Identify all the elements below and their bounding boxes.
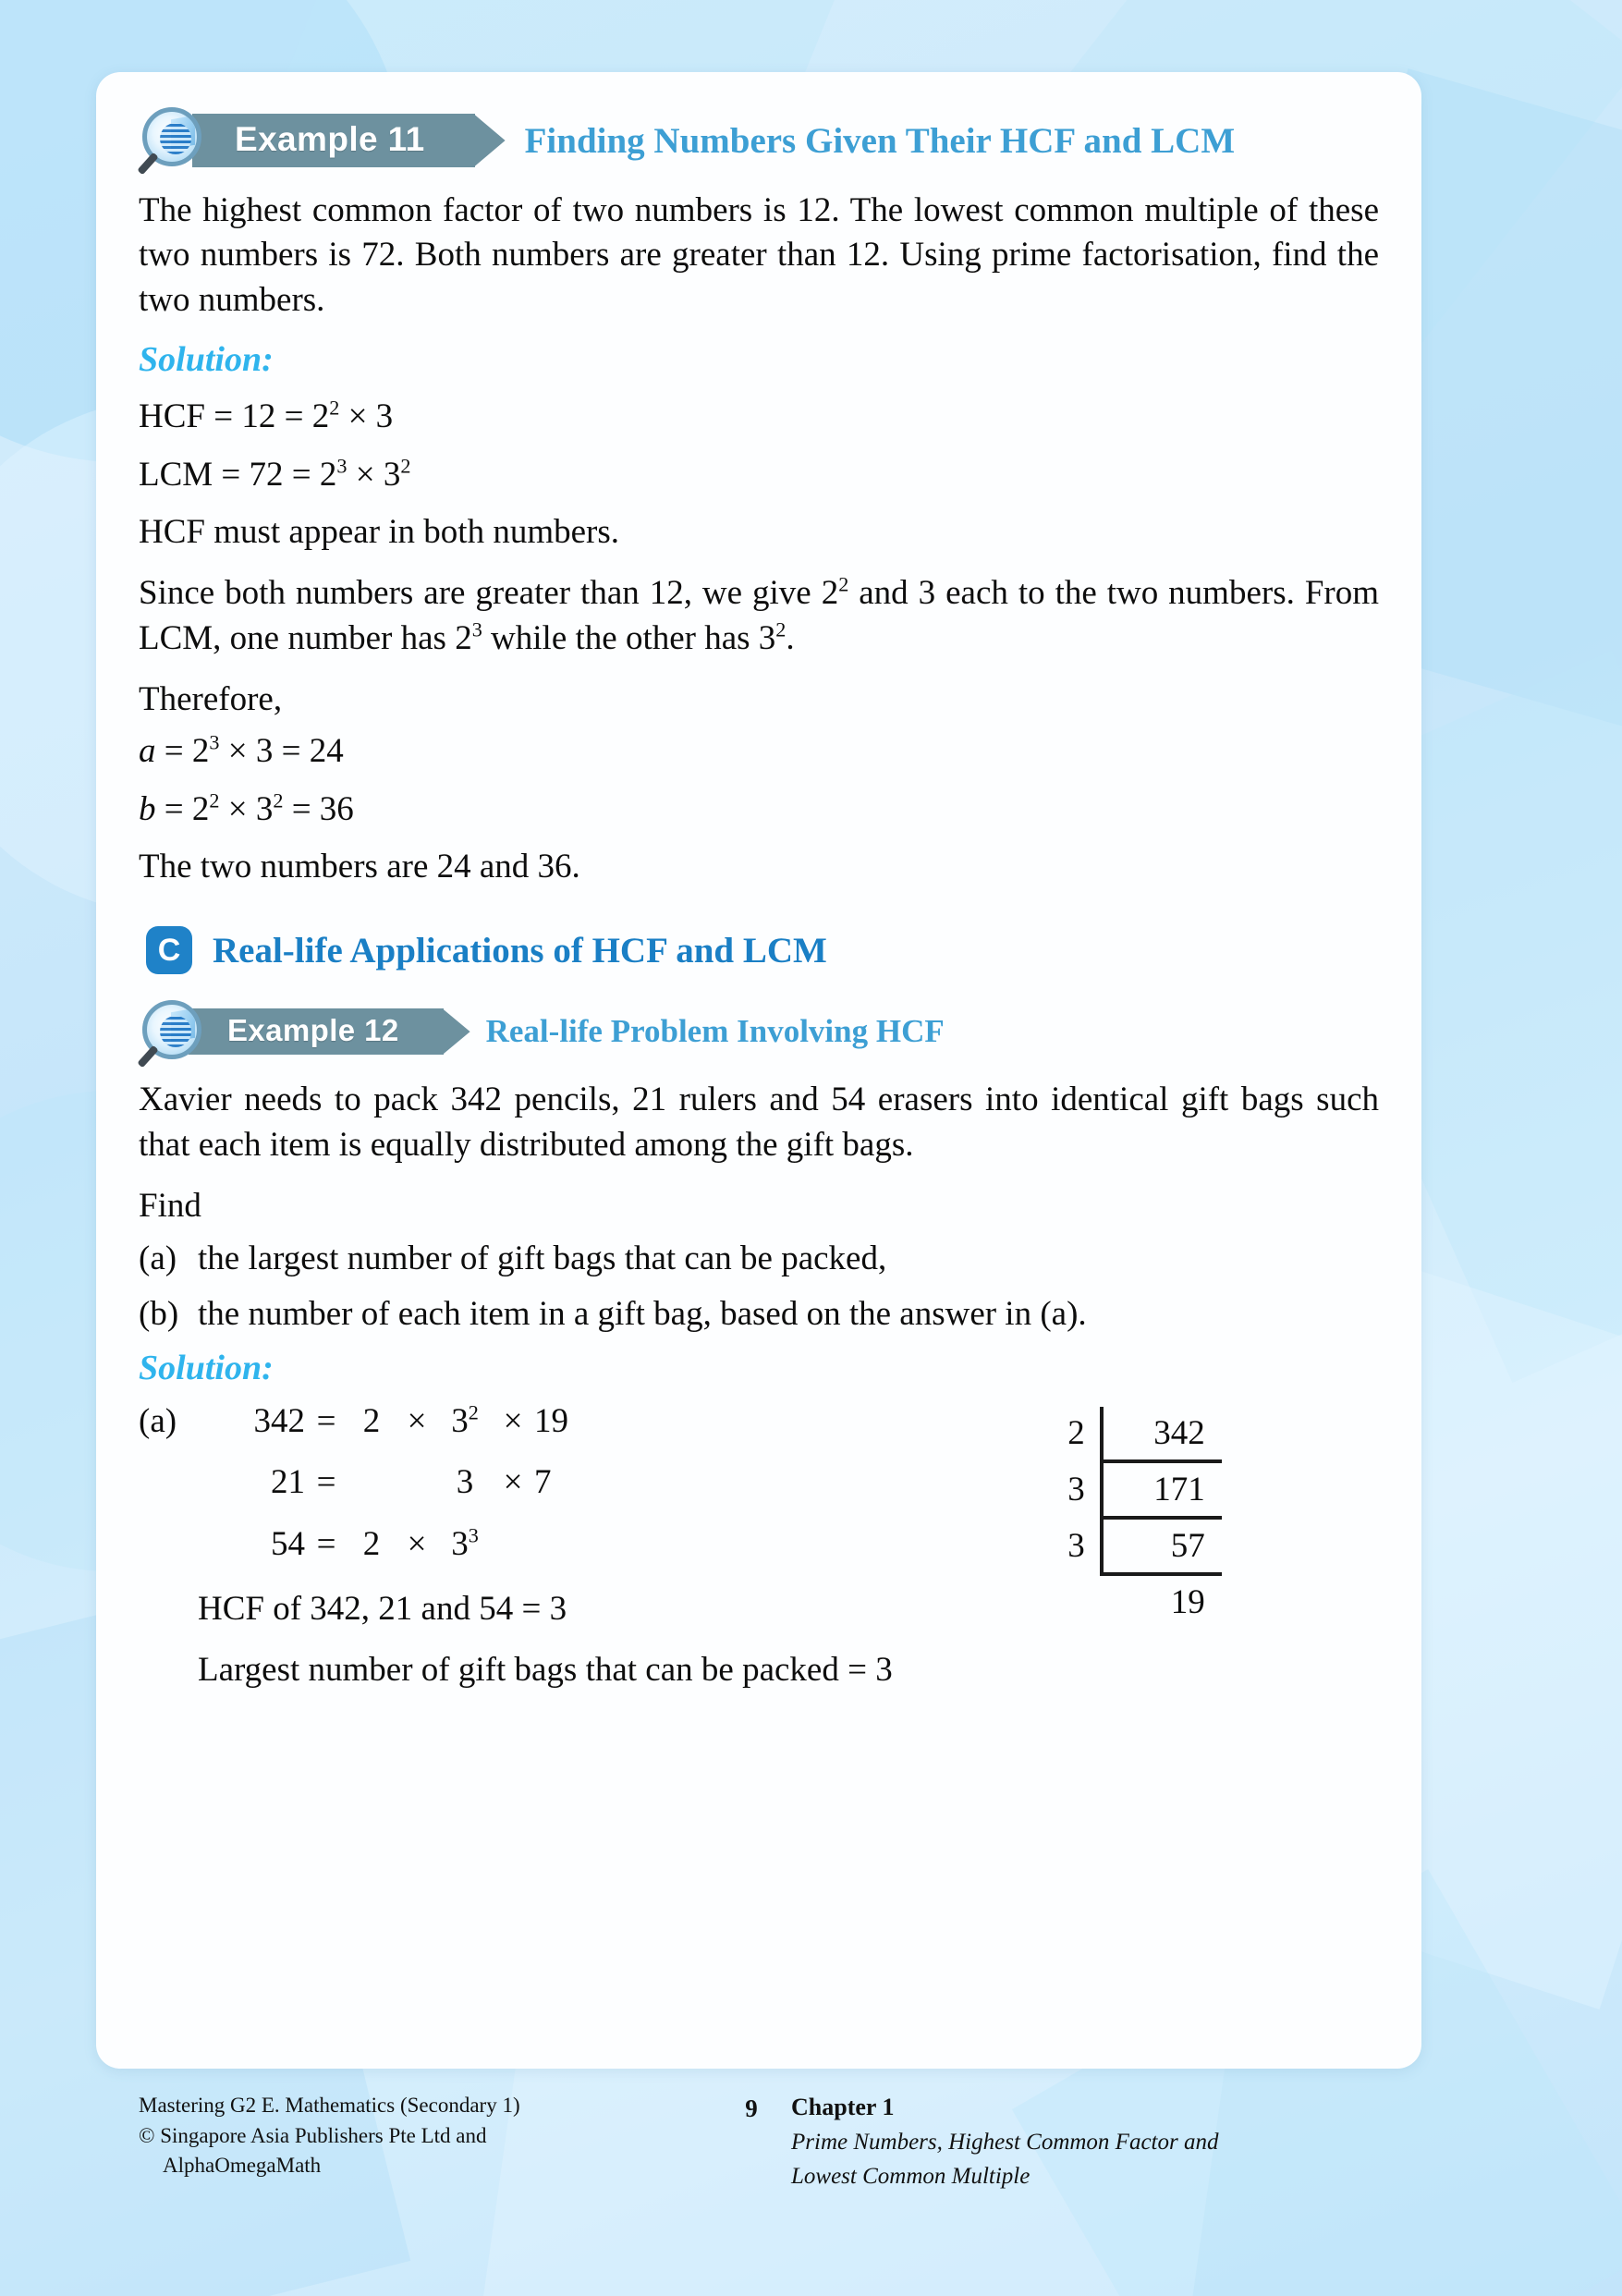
ladder-divisor: 3: [1067, 1470, 1085, 1508]
example-12-title: Real-life Problem Involving HCF: [485, 1013, 945, 1050]
factorisation-equals: =: [316, 1401, 336, 1440]
section-c-header: [146, 926, 1379, 974]
footer-copyright: © Singapore Asia Publishers Pte Ltd and: [139, 2123, 487, 2147]
a-equation: $a = 2^3 \times 3 = 24$: [139, 731, 344, 771]
factorisation-marker: [139, 1526, 198, 1564]
factorisation-op-1: ×: [407, 1401, 427, 1440]
factorisation-op-1: ×: [407, 1525, 427, 1564]
factorisation-marker: (a): [139, 1401, 177, 1440]
example-12-header: [139, 998, 1379, 1065]
hcf-equation: HCF = $12 = 2^2 \times 3$: [139, 397, 394, 436]
list-item: [139, 1237, 1379, 1281]
factorisation-op-2: [492, 1526, 534, 1564]
footer-chapter: [791, 2091, 1479, 2194]
section-c-title: Real-life Applications of HCF and LCM: [213, 930, 827, 971]
lcm-equation: LCM = $72 = 2^3 \times 3^2$: [139, 454, 411, 494]
ladder-divisor: 3: [1067, 1526, 1085, 1565]
factorisation-factor-1: 2: [362, 1525, 381, 1564]
therefore-label: Therefore,: [139, 680, 283, 718]
ladder-final-quotient: 19: [1170, 1582, 1205, 1621]
footer-book-title: Mastering G2 E. Mathematics (Secondary 1): [139, 2094, 520, 2117]
prime-factorisation-ladder: [1031, 1407, 1222, 1619]
footer-publisher: [139, 2091, 712, 2181]
largest-bags-line: Largest number of gift bags that can be packed = 3: [198, 1651, 893, 1690]
since-both-numbers-paragraph: Since both numbers are greater than 12, we give $2^2$ and 3 each to the two numbers. From LCM, one number has $2^3$ while the other has $3^2$.: [139, 572, 1379, 657]
find-label: Find: [139, 1187, 201, 1226]
footer-chapter-label: Chapter 1: [791, 2094, 895, 2120]
example-11-header: [139, 105, 1379, 176]
factorisation-number: 21: [271, 1463, 305, 1502]
factorisation-row: [139, 1464, 893, 1502]
factorisation-factor-3: [534, 1526, 590, 1564]
example-11-conclusion: The two numbers are 24 and 36.: [139, 847, 580, 885]
list-marker-b: (b): [139, 1294, 179, 1333]
factorisation-op-2: ×: [503, 1463, 523, 1502]
factorisation-factor-3: 19: [534, 1401, 568, 1440]
ladder-quotient: 342: [1100, 1407, 1222, 1463]
example-11-banner: Example 11: [192, 114, 475, 166]
factorisation-op-2: ×: [503, 1401, 523, 1440]
factorisation-factor-3: 7: [534, 1463, 552, 1502]
factorisation-equals: =: [316, 1525, 336, 1564]
example-11-title: Finding Numbers Given Their HCF and LCM: [524, 120, 1236, 161]
factorisation-factor-2: $3^3$: [451, 1523, 479, 1564]
factorisation-factor-2: $3^2$: [451, 1400, 479, 1440]
factorisation-marker: [139, 1464, 198, 1502]
b-equation: $b = 2^2 \times 3^2 = 36$: [139, 788, 354, 828]
page-number: 9: [745, 2094, 758, 2122]
factorisation-number: 342: [253, 1401, 305, 1440]
factorisation-row: [139, 1400, 893, 1441]
example-11-problem: The highest common factor of two numbers is 12. The lowest common multiple of these two numbers is 72. Both numbers are greater than 12. Using prime factorisation, find the two numbers.: [139, 191, 1379, 319]
magnifier-globe-icon: [139, 998, 205, 1065]
page-footer: [139, 2091, 1479, 2194]
example-11-solution-label: Solution:: [139, 340, 274, 380]
footer-chapter-subtitle-1: Prime Numbers, Highest Common Factor and: [791, 2129, 1219, 2155]
ladder-divisor: 2: [1067, 1413, 1085, 1452]
list-text-b: the number of each item in a gift bag, based on the answer in (a).: [198, 1294, 1087, 1333]
factorisation-row: [139, 1523, 893, 1564]
page-content-card: [96, 72, 1421, 2069]
factorisation-op-1: [396, 1464, 438, 1502]
footer-chapter-subtitle-2: Lowest Common Multiple: [791, 2164, 1031, 2190]
factorisation-factor-1: 2: [362, 1401, 381, 1440]
section-c-badge: C: [146, 926, 192, 974]
footer-imprint: AlphaOmegaMath: [163, 2154, 322, 2178]
example-12-problem: Xavier needs to pack 342 pencils, 21 rulers and 54 erasers into identical gift bags such that each item is equally distributed among the gift bags.: [139, 1081, 1379, 1164]
magnifier-globe-icon: [139, 105, 209, 176]
factorisation-equals: =: [316, 1463, 336, 1502]
factorisation-factor-2: 3: [456, 1463, 474, 1502]
factorisation-number: 54: [271, 1525, 305, 1564]
list-text-a: the largest number of gift bags that can be packed,: [198, 1239, 887, 1277]
hcf-result-line: HCF of 342, 21 and 54 = 3: [198, 1589, 567, 1628]
ladder-quotient: 171: [1100, 1463, 1222, 1520]
ladder-quotient: 57: [1100, 1520, 1222, 1576]
example-12-solution-block: [139, 1400, 1379, 1711]
list-marker-a: (a): [139, 1239, 177, 1277]
list-item: [139, 1292, 1379, 1337]
example-12-solution-label: Solution:: [139, 1348, 274, 1387]
hcf-must-appear-note: HCF must appear in both numbers.: [139, 512, 620, 551]
factorisation-factor-1: [348, 1464, 396, 1502]
example-12-banner: Example 12: [189, 1008, 444, 1055]
